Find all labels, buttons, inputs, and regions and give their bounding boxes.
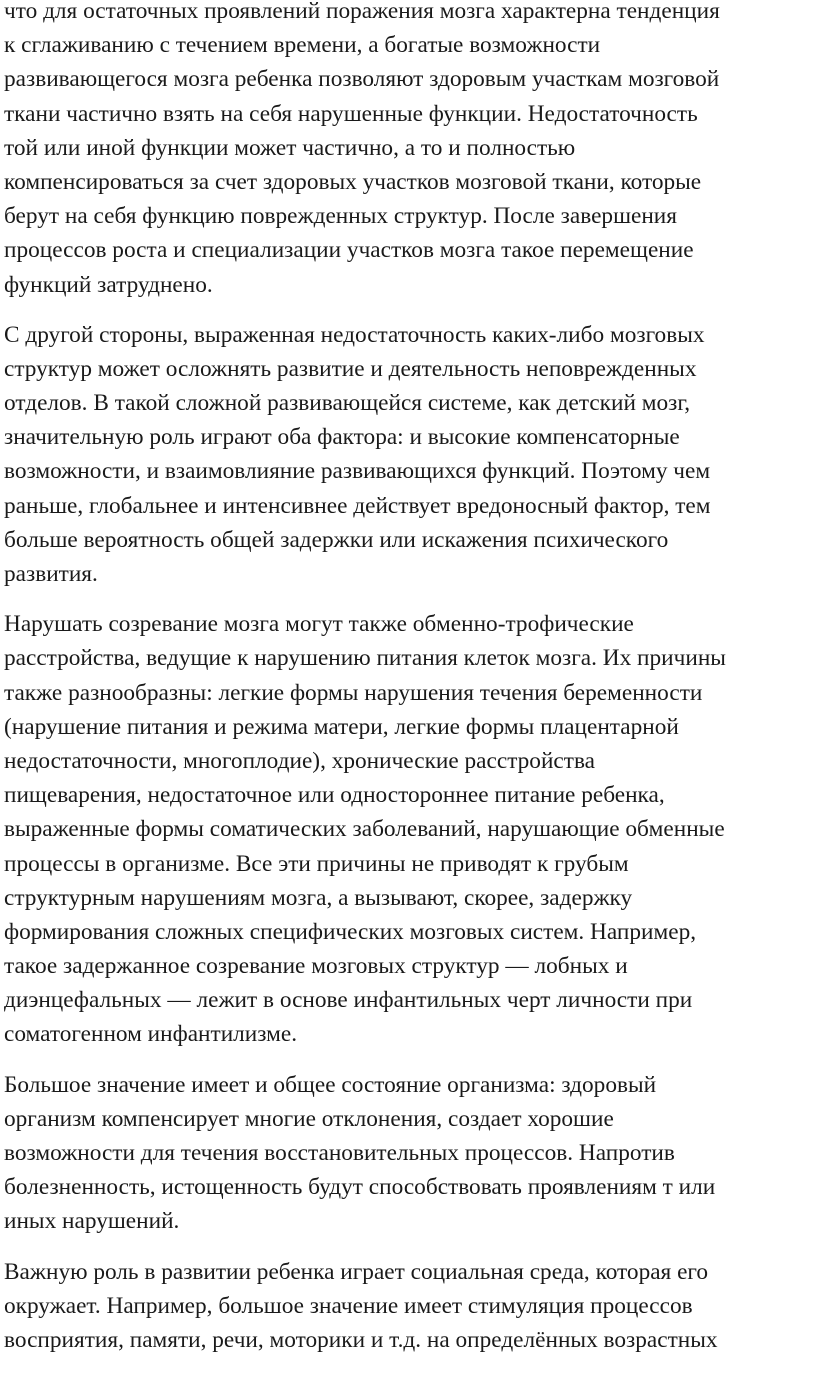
text-line: (нарушение питания и режима матери, легкие формы плацентарной xyxy=(4,713,679,740)
text-line: иных нарушений. xyxy=(4,1208,180,1235)
paragraph-3 xyxy=(4,607,810,1051)
paragraph-1 xyxy=(4,0,810,302)
text-line: ткани частично взять на себя нарушенные функции. Недостаточность xyxy=(4,100,698,127)
text-line: процессов роста и специализации участков мозга такое перемещение xyxy=(4,237,694,264)
text-line: развития. xyxy=(4,561,98,587)
text-line: организм компенсирует многие отклонения, создает хорошие xyxy=(4,1105,614,1132)
text-line: больше вероятность общей задержки или искажения психического xyxy=(4,526,669,553)
text-line: значительную роль играют оба фактора: и высокие компенсаторные xyxy=(4,424,680,451)
paragraph-2 xyxy=(4,318,810,592)
text-line: что для остаточных проявлений поражения мозга характерна тенденция xyxy=(4,0,720,24)
text-line: функций затруднено. xyxy=(4,271,213,298)
paragraph-5 xyxy=(4,1255,810,1358)
text-line: к сглаживанию с течением времени, а богатые возможности xyxy=(4,32,601,59)
text-line: структур может осложнять развитие и деятельность неповрежденных xyxy=(4,355,697,382)
text-line: структурным нарушениям мозга, а вызывают, скорее, задержку xyxy=(4,884,633,911)
text-line: С другой стороны, выраженная недостаточность каких-либо мозговых xyxy=(4,321,705,348)
paragraph-4 xyxy=(4,1068,810,1239)
document-body xyxy=(4,0,810,1373)
text-line: берут на себя функцию поврежденных структур. После завершения xyxy=(4,203,677,230)
text-line: соматогенном инфантилизме. xyxy=(4,1021,298,1048)
text-line: формирования сложных специфических мозговых систем. Например, xyxy=(4,918,697,945)
text-line: возможности для течения восстановительных процессов. Напротив xyxy=(4,1140,675,1166)
text-line: диэнцефальных — лежит в основе инфантильных черт личности при xyxy=(4,987,693,1014)
text-line: развивающегося мозга ребенка позволяют здоровым участкам мозговой xyxy=(4,66,720,93)
text-line: расстройства, ведущие к нарушению питания клеток мозга. Их причины xyxy=(4,645,726,672)
text-line: компенсироваться за счет здоровых участков мозговой ткани, которые xyxy=(4,168,702,195)
text-line: восприятия, памяти, речи, моторики и т.д. на определённых возрастных xyxy=(4,1326,718,1353)
text-line: возможности, и взаимовлияние развивающихся функций. Поэтому чем xyxy=(4,458,711,485)
text-line: недостаточности, многоплодие), хронические расстройства xyxy=(4,747,595,774)
text-line: раньше, глобальнее и интенсивнее действует вредоносный фактор, тем xyxy=(4,492,711,519)
text-line: отделов. В такой сложной развивающейся системе, как детский мозг, xyxy=(4,390,691,417)
text-line: Важную роль в развитии ребенка играет социальная среда, которая его xyxy=(4,1258,709,1285)
text-line: болезненность, истощенность будут способствовать проявлениям т или xyxy=(4,1174,716,1201)
text-line: окружает. Например, большое значение имеет стимуляция процессов xyxy=(4,1292,693,1319)
text-line: той или иной функции может частично, а то и полностью xyxy=(4,134,576,161)
text-line: также разнообразны: легкие формы нарушения течения беременности xyxy=(4,679,703,706)
text-line: процессы в организме. Все эти причины не приводят к грубым xyxy=(4,850,629,877)
text-line: такое задержанное созревание мозговых структур — лобных и xyxy=(4,953,628,980)
text-line: выраженные формы соматических заболеваний, нарушающие обменные xyxy=(4,816,725,843)
text-line: Большое значение имеет и общее состояние организма: здоровый xyxy=(4,1071,657,1098)
text-line: пищеварения, недостаточное или одностороннее питание ребенка, xyxy=(4,782,665,809)
text-line: Нарушать созревание мозга могут также обменно-трофические xyxy=(4,611,634,638)
